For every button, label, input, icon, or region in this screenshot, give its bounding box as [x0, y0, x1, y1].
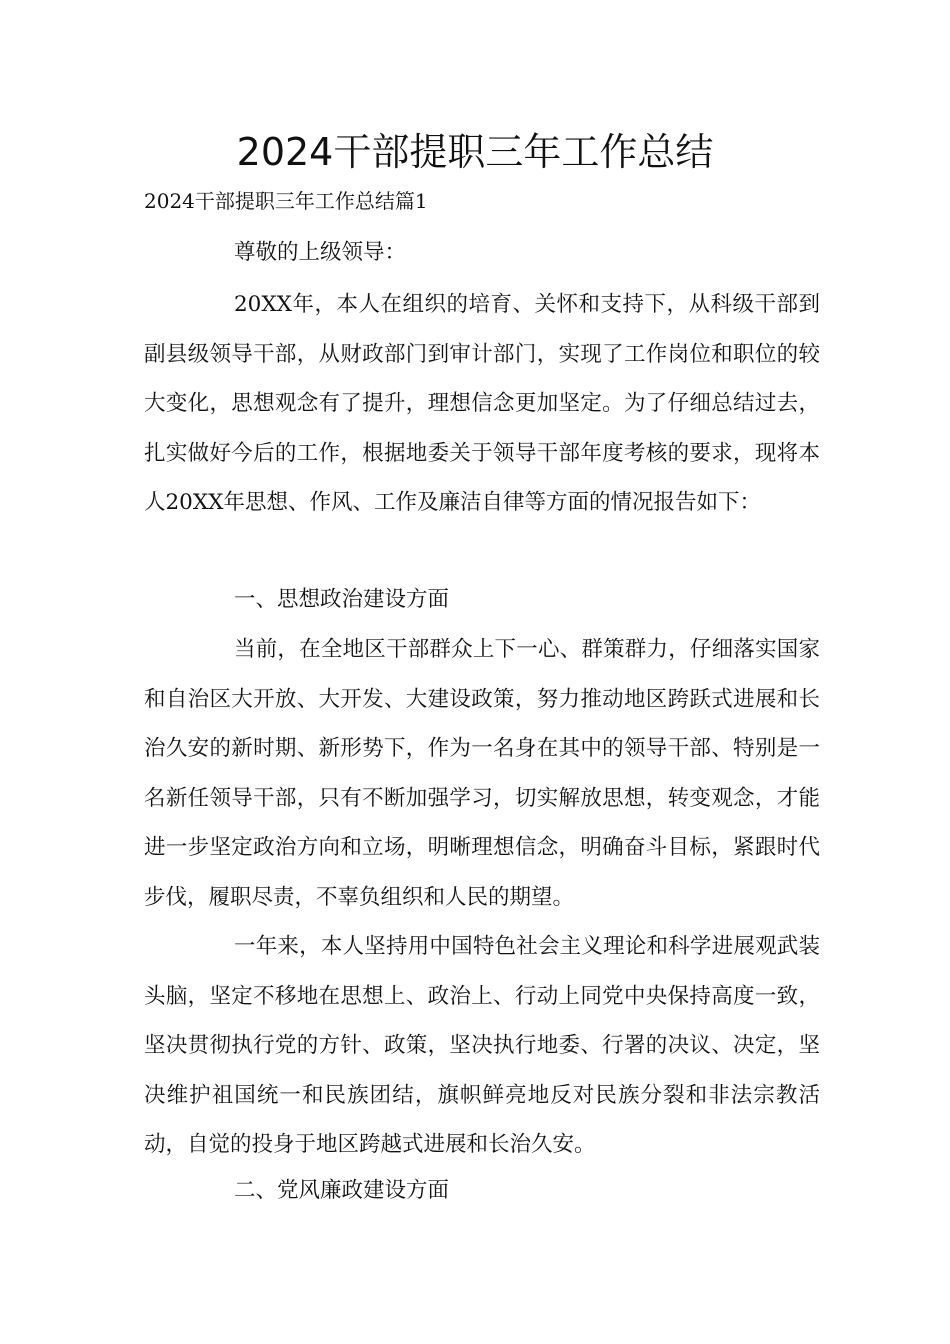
document-subtitle: 2024干部提职三年工作总结篇1 — [144, 189, 428, 213]
section-heading-1: 一、思想政治建设方面 — [234, 587, 450, 612]
section-heading-2: 二、党风廉政建设方面 — [234, 1178, 450, 1203]
document-title: 2024干部提职三年工作总结 — [236, 130, 714, 174]
section-1-paragraph-2: 一年来，本人坚持用中国特色社会主义理论和科学进展观武装头脑，坚定不移地在思想上、政治上、行动上同党中央保持高度一致，坚决贯彻执行党的方针、政策，坚决执行地委、行署的决议、决定，坚决维护祖国统一和民族团结，旗帜鲜亮地反对民族分裂和非法宗教活动，自觉的投身于地区跨越式进展和长治久安。 — [144, 934, 820, 1157]
intro-paragraph: 20XX年，本人在组织的培育、关怀和支持下，从科级干部到副县级领导干部，从财政部门到审计部门，实现了工作岗位和职位的较大变化，思想观念有了提升，理想信念更加坚定。为了仔细总结过去，扎实做好今后的工作，根据地委关于领导干部年度考核的要求，现将本人20XX年思想、作风、工作及廉洁自律等方面的情况报告如下： — [144, 292, 820, 515]
section-1-paragraph-1: 当前，在全地区干部群众上下一心、群策群力，仔细落实国家和自治区大开放、大开发、大建设政策，努力推动地区跨跃式进展和长治久安的新时期、新形势下，作为一名身在其中的领导干部、特别是一名新任领导干部，只有不断加强学习，切实解放思想，转变观念，才能进一步坚定政治方向和立场，明晰理想信念，明确奋斗目标，紧跟时代步伐，履职尽责，不辜负组织和人民的期望。 — [144, 637, 820, 910]
salutation: 尊敬的上级领导： — [234, 240, 407, 265]
